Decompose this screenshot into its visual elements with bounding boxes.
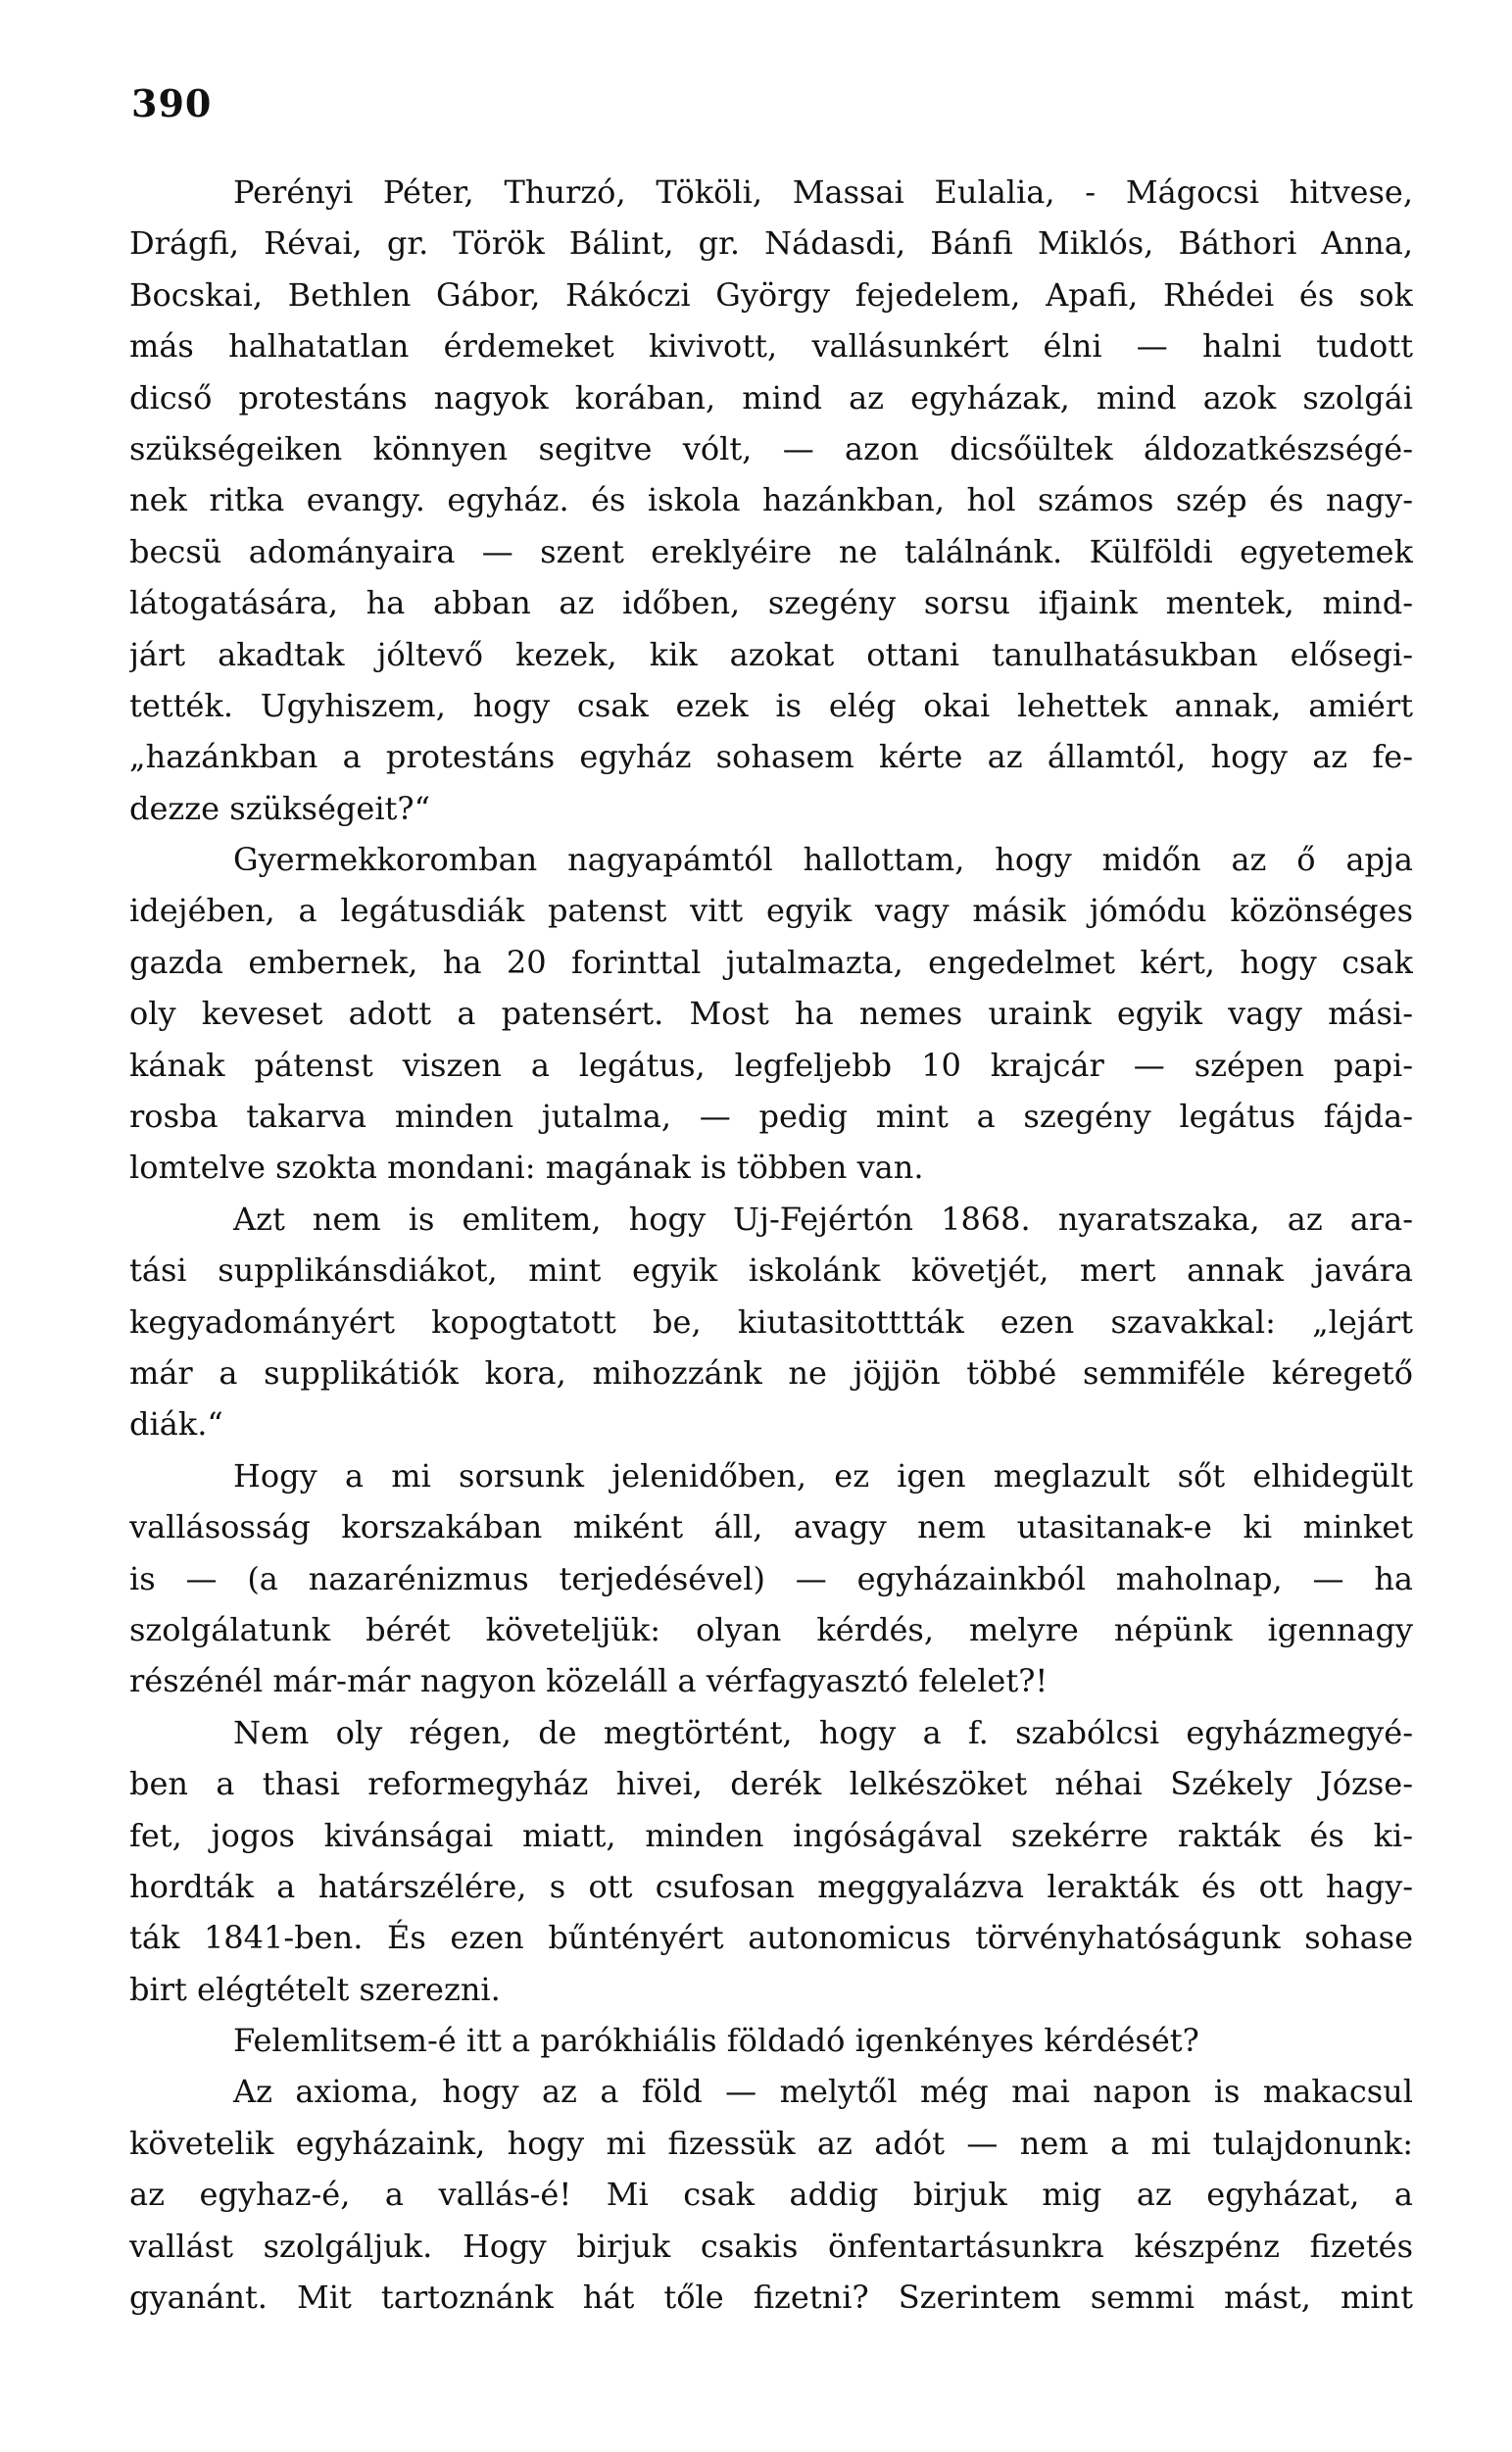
- text-line: Perényi Péter, Thurzó, Tököli, Massai Eulalia, - Mágocsi hitvese,: [233, 173, 1413, 211]
- text-line: nek ritka evangy. egyház. és iskola hazánkban, hol számos szép és nagy-: [129, 481, 1413, 519]
- text-line: rosba takarva minden jutalma, — pedig mint a szegény legátus fájda-: [129, 1098, 1413, 1136]
- text-line: diák.“: [129, 1405, 223, 1444]
- text-line: már a supplikátiók kora, mihozzánk ne jöjjön többé semmiféle kéregető: [129, 1353, 1413, 1392]
- text-line: gyanánt. Mit tartoznánk hát tőle fizetni? Szerintem semmi mást, mint: [129, 2279, 1413, 2317]
- text-line: tási supplikánsdiákot, mint egyik iskolánk követjét, mert annak javára: [129, 1251, 1413, 1290]
- text-line: Gyermekkoromban nagyapámtól hallottam, hogy midőn az ő apja: [233, 841, 1413, 879]
- text-line: dicső protestáns nagyok korában, mind az egyházak, mind azok szolgái: [129, 378, 1413, 417]
- text-line: járt akadtak jóltevő kezek, kik azokat ottani tanulhatásukban elősegi-: [129, 635, 1413, 673]
- text-line: követelik egyházaink, hogy mi fizessük az adót — nem a mi tulajdonunk:: [129, 2124, 1413, 2162]
- text-line: Az axioma, hogy az a föld — melytől még mai napon is makacsul: [233, 2073, 1413, 2111]
- text-line: idejében, a legátusdiák patenst vitt egyik vagy másik jómódu közönséges: [129, 892, 1413, 930]
- text-line: kegyadományért kopogtatott be, kiutasitotttták ezen szavakkal: „lejárt: [129, 1302, 1413, 1341]
- text-line: birt elégtételt szerezni.: [129, 1970, 501, 2008]
- text-line: vallást szolgáljuk. Hogy birjuk csakis önfentartásunkra készpénz fizetés: [129, 2227, 1413, 2265]
- text-line: is — (a nazarénizmus terjedésével) — egyházainkból maholnap, — ha: [129, 1559, 1413, 1597]
- text-line: szolgálatunk bérét követeljük: olyan kérdés, melyre népünk igennagy: [129, 1610, 1413, 1648]
- text-line: „hazánkban a protestáns egyház sohasem kérte az államtól, hogy az fe-: [129, 738, 1413, 776]
- body-text: [129, 167, 1413, 2323]
- text-line: Bocskai, Bethlen Gábor, Rákóczi György fejedelem, Apafi, Rhédei és sok: [129, 275, 1413, 314]
- text-line: Felemlitsem-é itt a parókhiális földadó igenkényes kérdését?: [233, 2022, 1199, 2060]
- text-line: kának pátenst viszen a legátus, legfeljebb 10 krajcár — szépen papi-: [129, 1046, 1413, 1084]
- text-line: szükségeiken könnyen segitve vólt, — azon dicsőültek áldozatkészségé-: [129, 429, 1413, 467]
- text-line: Hogy a mi sorsunk jelenidőben, ez igen meglazult sőt elhidegült: [233, 1456, 1413, 1495]
- text-line: Nem oly régen, de megtörtént, hogy a f. szabólcsi egyházmegyé-: [233, 1713, 1413, 1751]
- text-line: részénél már-már nagyon közeláll a vérfagyasztó felelet?!: [129, 1662, 1049, 1700]
- text-line: lomtelve szokta mondani: magának is többen van.: [129, 1149, 924, 1187]
- text-line: Drágfi, Révai, gr. Török Bálint, gr. Nádasdi, Bánfi Miklós, Báthori Anna,: [129, 224, 1413, 263]
- text-line: Azt nem is emlitem, hogy Uj-Fejértón 1868. nyaratszaka, az ara-: [233, 1200, 1413, 1238]
- text-line: látogatására, ha abban az időben, szegény sorsu ifjaink mentek, mind-: [129, 584, 1413, 622]
- text-line: becsü adományaira — szent ereklyéire ne találnánk. Külföldi egyetemek: [129, 532, 1413, 570]
- page-number: 390: [131, 81, 213, 125]
- text-line: gazda embernek, ha 20 forinttal jutalmazta, engedelmet kért, hogy csak: [129, 943, 1413, 981]
- text-line: az egyhaz-é, a vallás-é! Mi csak addig birjuk mig az egyházat, a: [129, 2176, 1413, 2214]
- text-line: más halhatatlan érdemeket kivivott, vallásunkért élni — halni tudott: [129, 327, 1413, 366]
- text-line: ben a thasi reformegyház hivei, derék lelkészöket néhai Székely Józse-: [129, 1765, 1413, 1803]
- text-line: fet, jogos kivánságai miatt, minden ingóságával szekérre rakták és ki-: [129, 1816, 1413, 1854]
- text-line: tették. Ugyhiszem, hogy csak ezek is elég okai lehettek annak, amiért: [129, 686, 1413, 724]
- text-line: oly keveset adott a patensért. Most ha nemes uraink egyik vagy mási-: [129, 995, 1413, 1033]
- text-line: ták 1841-ben. És ezen bűntényért autonomicus törvényhatóságunk sohase: [129, 1919, 1413, 1957]
- text-line: hordták a határszélére, s ott csufosan meggyalázva lerakták és ott hagy-: [129, 1867, 1413, 1905]
- text-line: vallásosság korszakában miként áll, avagy nem utasitanak-e ki minket: [129, 1508, 1413, 1546]
- text-line: dezze szükségeit?“: [129, 789, 430, 827]
